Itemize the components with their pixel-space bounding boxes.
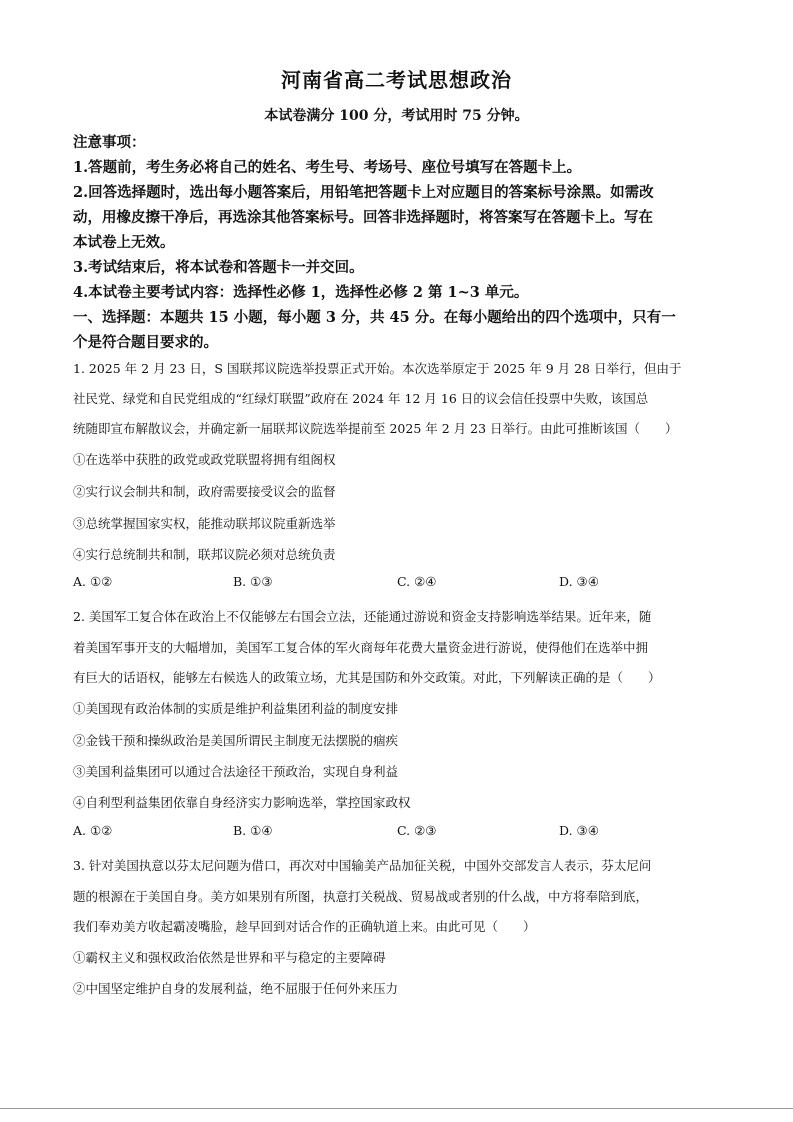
section-heading: 一、选择题：本题共 15 小题，每小题 3 分，共 45 分。在每小题给出的四个选项中，只有一 (73, 309, 676, 326)
notice-line: 4.本试卷主要考试内容：选择性必修 1，选择性必修 2 第 1~3 单元。 (73, 284, 529, 301)
question-stem: 有巨大的话语权，能够左右候选人的政策立场，尤其是国防和外交政策。对此，下列解读正确的是（ ） (73, 670, 661, 685)
question-option: ④实行总统制共和制，联邦议院必须对总统负责 (73, 547, 336, 562)
question-stem: 我们奉劝美方收起霸凌嘴脸，趁早回到对话合作的正确轨道上来。由此可见（ ） (73, 919, 536, 934)
question-stem: 3. 针对美国执意以芬太尼问题为借口，再次对中国输美产品加征关税，中国外交部发言人表示，芬太尼问 (73, 858, 652, 873)
question-option: ④自利型利益集团依靠自身经济实力影响选举，掌控国家政权 (73, 795, 411, 810)
question-option: ①霸权主义和强权政治依然是世界和平与稳定的主要障碍 (73, 950, 386, 965)
question-stem: 社民党、绿党和自民党组成的“红绿灯联盟”政府在 2024 年 12 月 16 日的议会信任投票中失败，该国总 (73, 391, 649, 406)
notice-line: 动，用橡皮擦干净后，再选涂其他答案标号。回答非选择题时，将答案写在答题卡上。写在 (73, 209, 653, 226)
question-stem: 统随即宣布解散议会，并确定新一届联邦议院选举提前至 2025 年 2 月 23 日举行。由此可推断该国（ ） (73, 421, 678, 436)
page-title: 河南省高二考试思想政治 (281, 68, 512, 92)
question-option: ③总统掌握国家实权，能推动联邦议院重新选举 (73, 516, 336, 531)
page-footer-divider (0, 1108, 793, 1109)
notice-heading: 注意事项： (73, 134, 146, 151)
notice-line: 3.考试结束后，将本试卷和答题卡一并交回。 (73, 259, 364, 276)
question-stem: 2. 美国军工复合体在政治上不仅能够左右国会立法，还能通过游说和资金支持影响选举结果。近年来，随 (73, 609, 652, 624)
choice-d: D. ③④ (559, 574, 599, 589)
exam-subtitle: 本试卷满分 100 分，考试用时 75 分钟。 (264, 108, 529, 124)
question-stem: 着美国军事开支的大幅增加，美国军工复合体的军火商每年花费大量资金进行游说，使得他们在选举中拥 (73, 640, 649, 655)
choice-a: A. ①② (73, 823, 113, 838)
choice-c: C. ②④ (397, 574, 437, 589)
choice-a: A. ①② (73, 574, 113, 589)
question-option: ①在选举中获胜的政党或政党联盟将拥有组阁权 (73, 452, 336, 467)
question-option: ②实行议会制共和制，政府需要接受议会的监督 (73, 484, 336, 499)
question-option: ②金钱干预和操纵政治是美国所谓民主制度无法摆脱的痼疾 (73, 733, 399, 748)
notice-line: 2.回答选择题时，选出每小题答案后，用铅笔把答题卡上对应题目的答案标号涂黑。如需改 (73, 184, 654, 201)
question-option: ③美国利益集团可以通过合法途径干预政治，实现自身利益 (73, 764, 399, 779)
choice-b: B. ①③ (233, 574, 273, 589)
question-stem: 1. 2025 年 2 月 23 日，S 国联邦议院选举投票正式开始。本次选举原定于 2025 年 9 月 28 日举行，但由于 (73, 361, 682, 376)
choice-c: C. ②③ (397, 823, 437, 838)
notice-line: 1.答题前，考生务必将自己的姓名、考生号、考场号、座位号填写在答题卡上。 (73, 159, 582, 176)
question-stem: 题的根源在于美国自身。美方如果别有所图，执意打关税战、贸易战或者别的什么战，中方将奉陪到底， (73, 889, 649, 904)
notice-line: 本试卷上无效。 (73, 234, 175, 251)
question-option: ②中国坚定维护自身的发展利益，绝不屈服于任何外来压力 (73, 981, 399, 996)
question-option: ①美国现有政治体制的实质是维护利益集团利益的制度安排 (73, 701, 399, 716)
choice-d: D. ③④ (559, 823, 599, 838)
choice-b: B. ①④ (233, 823, 273, 838)
section-heading: 个是符合题目要求的。 (73, 334, 218, 351)
